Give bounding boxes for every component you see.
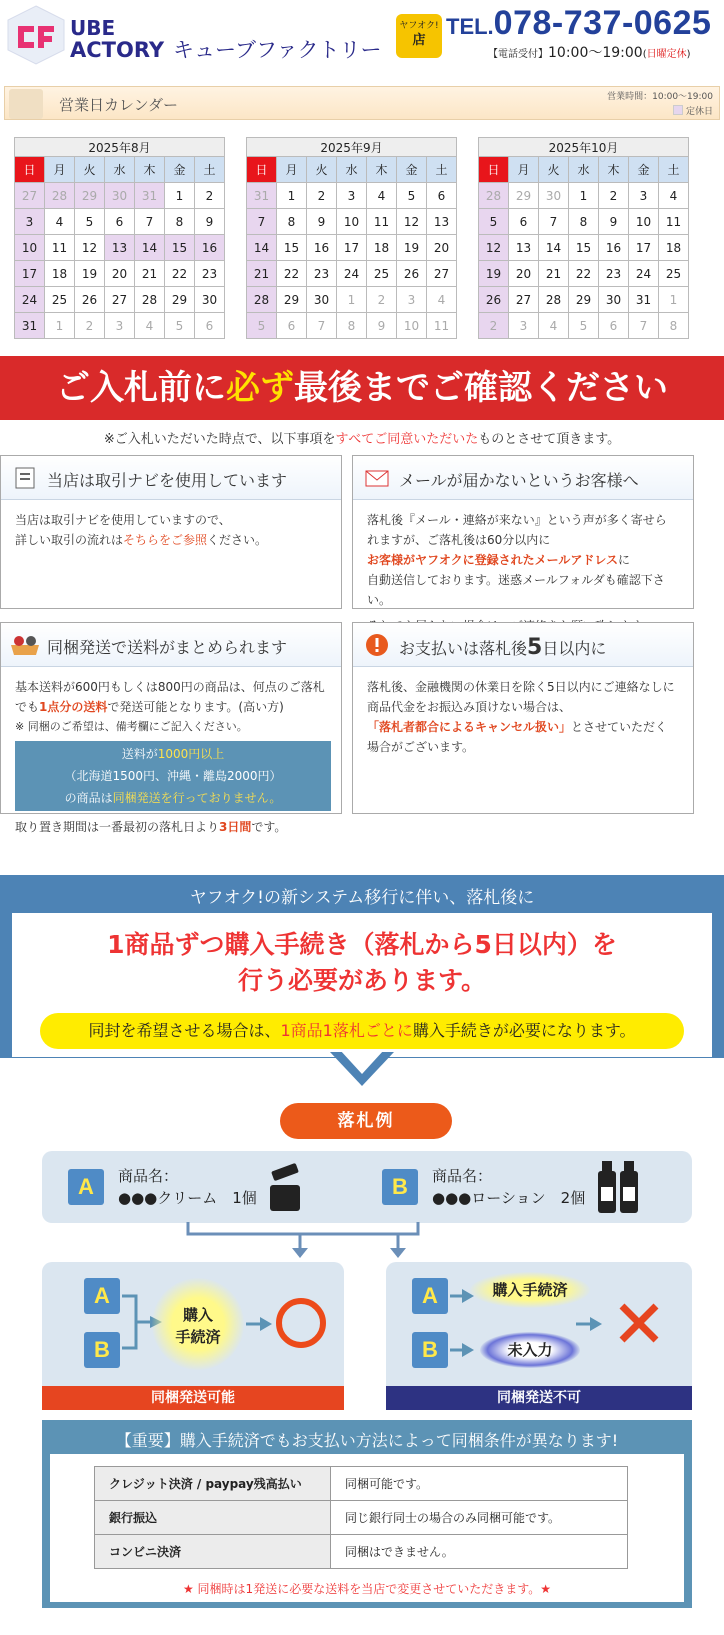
calendar-day: 13	[509, 235, 539, 261]
calendar-day: 25	[659, 261, 689, 287]
calendar-day: 8	[277, 209, 307, 235]
navi-box-title: 当店は取引ナビを使用しています	[47, 471, 288, 490]
notice-arrow-inner	[340, 1050, 384, 1074]
shipping-box-body	[15, 677, 331, 837]
calendar-day: 11	[45, 235, 75, 261]
calendar-day: 6	[277, 313, 307, 339]
calendar-day: 5	[247, 313, 277, 339]
pay-title-c: 日以内に	[542, 639, 607, 658]
weekday-header: 土	[427, 157, 457, 183]
closed-day: 日曜定休	[646, 49, 687, 60]
calendar-day: 10	[397, 313, 427, 339]
calendar-day: 9	[367, 313, 397, 339]
ship-line3: ※ 同梱のご希望は、備考欄にご記入ください。	[15, 720, 248, 733]
note-text-3: ものとさせて頂きます。	[478, 432, 621, 447]
ship-line2a: でも	[15, 700, 40, 714]
agreement-note	[0, 428, 724, 447]
calendar-day: 1	[165, 183, 195, 209]
ship-notice-1b: 1000円以上	[157, 747, 225, 761]
calendar-day: 26	[75, 287, 105, 313]
arrow-right-icon	[450, 1340, 474, 1360]
calendar-day: 26	[479, 287, 509, 313]
calendar-day: 7	[135, 209, 165, 235]
calendar-day: 4	[659, 183, 689, 209]
ship-line2c: で発送可能となります。(高い方)	[107, 700, 284, 714]
calendar-day: 12	[479, 235, 509, 261]
calendar-day: 18	[367, 235, 397, 261]
calendar-day: 31	[629, 287, 659, 313]
pay-line2: 商品代金をお振込み頂けない場合は、	[367, 700, 572, 714]
calendar-caption: 2025年9月	[247, 138, 457, 157]
calendar-day: 8	[659, 313, 689, 339]
cross-ng-icon	[616, 1300, 662, 1346]
combined-possible-panel	[42, 1262, 344, 1386]
logo-text-line2: ACTORY	[70, 38, 165, 62]
calendar-day: 21	[135, 261, 165, 287]
example-items-bar	[42, 1151, 692, 1223]
notice-pill	[40, 1013, 684, 1049]
calendar-day: 2	[75, 313, 105, 339]
calendar-day: 1	[337, 287, 367, 313]
calendar-day: 2	[367, 287, 397, 313]
calendar-day: 6	[509, 209, 539, 235]
calendar-day: 22	[277, 261, 307, 287]
pay-line3-emphasis: 「落札者都合によるキャンセル扱い」	[367, 720, 572, 734]
calendar-caption: 2025年8月	[15, 138, 225, 157]
phone-number[interactable]	[446, 4, 711, 43]
mail-line3b: に	[618, 553, 631, 567]
calendar-day: 23	[307, 261, 337, 287]
navi-info-box	[0, 455, 342, 609]
notice-main-line1: 1商品ずつ購入手続き（落札から5日以内）を	[107, 930, 617, 959]
navi-box-body	[15, 510, 331, 550]
calendar-day: 1	[45, 313, 75, 339]
ship-line1: 基本送料が600円もしくは800円の商品は、何点のご落札	[15, 680, 325, 694]
calendar-day: 29	[165, 287, 195, 313]
combined-impossible-panel	[386, 1262, 692, 1386]
calendar-day: 8	[165, 209, 195, 235]
ship-line4a: 取り置き期間は一番最初の落札日より	[15, 820, 220, 834]
navi-line1: 当店は取引ナビを使用していますので、	[15, 513, 231, 527]
ship-line4-emphasis: 3日間	[219, 820, 252, 834]
mail-line2: れますが、ご落札後は60分以内に	[367, 533, 551, 547]
calendar-day: 20	[509, 261, 539, 287]
calendar-day: 31	[247, 183, 277, 209]
calendar-day: 17	[629, 235, 659, 261]
tel-label: TEL.	[446, 14, 494, 39]
weekday-header: 水	[569, 157, 599, 183]
important-footnote: ★ 同梱時は1発送に必要な送料を当店で変更させていただきます。★	[182, 1582, 551, 1596]
calendar-day: 11	[659, 209, 689, 235]
yafuoku-store-badge[interactable]	[396, 14, 442, 58]
calendar-day: 24	[337, 261, 367, 287]
arrow-right-icon	[576, 1314, 602, 1334]
combined-possible-label: 同梱発送可能	[42, 1386, 344, 1410]
calendar-day: 21	[247, 261, 277, 287]
navi-line2a: 詳しい取引の流れは	[15, 533, 124, 547]
weekday-header: 火	[307, 157, 337, 183]
calendar-day: 27	[427, 261, 457, 287]
calendar-day: 29	[277, 287, 307, 313]
calendar-day: 2	[195, 183, 225, 209]
payment-method: コンビニ決済	[95, 1535, 331, 1569]
navi-line2c: ください。	[207, 533, 268, 547]
banner-text-emphasis: 必ず	[226, 368, 294, 408]
panel-right-a: A	[412, 1278, 448, 1314]
cream-jar-icon	[266, 1161, 304, 1213]
notice-inner	[12, 913, 712, 1057]
calendar-day: 18	[659, 235, 689, 261]
calendar-day: 4	[135, 313, 165, 339]
panel-right-b: B	[412, 1332, 448, 1368]
weekday-header: 土	[195, 157, 225, 183]
logo-text-line1: UBE	[70, 16, 116, 40]
arrow-right-icon	[246, 1314, 272, 1334]
mail-line4: 自動送信しております。迷惑メールフォルダも確認下さい。	[367, 573, 665, 607]
calendar-day: 7	[539, 209, 569, 235]
item-b-info	[432, 1165, 585, 1209]
calendar-day: 5	[75, 209, 105, 235]
payment-combine-result: 同梱はできません。	[331, 1535, 628, 1569]
calendar-day: 12	[397, 209, 427, 235]
calendar-day: 28	[247, 287, 277, 313]
calendar-day: 1	[659, 287, 689, 313]
hours-reception-label: 【電話受付】	[488, 49, 548, 60]
hours-paren-open: (	[642, 49, 647, 60]
calendar-day: 3	[397, 287, 427, 313]
notice-main-line2: 行う必要があります。	[237, 966, 486, 995]
calendar-day: 10	[337, 209, 367, 235]
left-status-line1: 購入	[182, 1306, 213, 1324]
calendar-day: 27	[15, 183, 45, 209]
weekday-header: 月	[277, 157, 307, 183]
calendar-day: 5	[569, 313, 599, 339]
calendar-day: 5	[165, 313, 195, 339]
calendar-day: 23	[599, 261, 629, 287]
no-combine-notice	[15, 741, 331, 811]
calendar-day: 17	[15, 261, 45, 287]
payment-box-body	[367, 677, 683, 757]
calendar-day: 5	[479, 209, 509, 235]
calendar-day: 22	[165, 261, 195, 287]
calendar-day: 13	[427, 209, 457, 235]
panel-left-a: A	[84, 1278, 120, 1314]
calendar-day: 3	[105, 313, 135, 339]
calendar-day: 14	[247, 235, 277, 261]
calendar-day: 31	[15, 313, 45, 339]
item-a-label: A	[68, 1169, 104, 1205]
panel-left-b: B	[84, 1332, 120, 1368]
hours-paren-close: )	[686, 49, 691, 60]
pay-title-days: 5	[527, 635, 543, 660]
calendar-day: 13	[105, 235, 135, 261]
right-status-b: 未入力	[480, 1332, 580, 1368]
weekday-header: 火	[75, 157, 105, 183]
calendar-day: 11	[427, 313, 457, 339]
item-b-label: B	[382, 1169, 418, 1205]
weekday-header: 月	[45, 157, 75, 183]
calendar-day: 8	[337, 313, 367, 339]
payment-method: クレジット決済 / paypay残高払い	[95, 1467, 331, 1501]
alert-icon	[365, 633, 389, 657]
weekday-header: 火	[539, 157, 569, 183]
calendar-day: 10	[15, 235, 45, 261]
payment-box-title	[399, 635, 606, 660]
holiday-swatch	[673, 105, 683, 115]
ship-line2-emphasis: 1点分の送料	[39, 700, 108, 714]
calendar-day: 17	[337, 235, 367, 261]
calendar-day: 6	[105, 209, 135, 235]
ship-notice-1a: 送料が	[121, 747, 158, 761]
calendar-day: 8	[569, 209, 599, 235]
calendar-caption: 2025年10月	[479, 138, 689, 157]
calendar-day: 31	[135, 183, 165, 209]
navi-reference-link[interactable]: そちらをご参照	[123, 533, 208, 547]
calendar-day: 20	[427, 235, 457, 261]
calendar-icon	[9, 89, 43, 119]
ship-notice-2b: 同梱発送を行っておりません。	[112, 791, 282, 805]
calendar-day: 27	[509, 287, 539, 313]
calendar-day: 4	[367, 183, 397, 209]
calendar-day: 4	[427, 287, 457, 313]
calendar-day: 6	[599, 313, 629, 339]
pay-line4: 場合がございます。	[367, 740, 475, 754]
pay-line1: 落札後、金融機関の休業日を除く5日以内にご連絡なしに	[367, 680, 675, 694]
calendar-day: 2	[479, 313, 509, 339]
calendar-day: 15	[165, 235, 195, 261]
calendar-day: 19	[397, 235, 427, 261]
calendar-day: 5	[397, 183, 427, 209]
note-text-emphasis: すべてご同意いただいた	[335, 432, 479, 447]
ship-notice-1c: （北海道1500円、沖縄・離島2000円）	[64, 769, 282, 783]
pay-line3b: とさせていただく	[571, 720, 668, 734]
combined-shipping-box	[0, 622, 342, 834]
mail-box-body	[367, 510, 683, 636]
calendar-day: 3	[15, 209, 45, 235]
calendar-day: 7	[307, 313, 337, 339]
ship-line4c: です。	[251, 820, 287, 834]
ship-notice-2a: の商品は	[64, 791, 113, 805]
weekday-header: 金	[165, 157, 195, 183]
calendar-day: 9	[195, 209, 225, 235]
item-b-name: ●●●ローション 2個	[432, 1189, 586, 1207]
calendar-day: 30	[307, 287, 337, 313]
important-inner	[50, 1454, 684, 1602]
package-icon	[9, 633, 41, 657]
weekday-header: 日	[15, 157, 45, 183]
calendar-day: 24	[15, 287, 45, 313]
envelope-icon	[365, 466, 389, 490]
calendar-day: 30	[195, 287, 225, 313]
pay-title-a: お支払いは落札後	[399, 639, 528, 658]
weekday-header: 水	[337, 157, 367, 183]
mail-box-title: メールが届かないというお客様へ	[399, 471, 639, 490]
calendar-day: 25	[367, 261, 397, 287]
notice-pill-c: 購入手続きが必要になります。	[412, 1021, 636, 1040]
calendar-day: 9	[599, 209, 629, 235]
calendar-day: 23	[195, 261, 225, 287]
mail-line3-emphasis: お客様がヤフオクに登録されたメールアドレス	[367, 553, 619, 567]
calendar-day: 26	[397, 261, 427, 287]
calendar-day: 1	[569, 183, 599, 209]
weekday-header: 木	[599, 157, 629, 183]
calendar-day: 30	[105, 183, 135, 209]
calendar-day: 3	[337, 183, 367, 209]
yafuoku-badge-bottom: 店	[412, 33, 426, 48]
calendar-day: 29	[75, 183, 105, 209]
calendar-day: 4	[45, 209, 75, 235]
calendar-september	[246, 137, 457, 339]
calendar-day: 2	[307, 183, 337, 209]
notice-heading: ヤフオク!の新システム移行に伴い、落札後に	[189, 888, 535, 908]
lotion-bottles-icon	[594, 1159, 642, 1215]
mail-info-box	[352, 455, 694, 609]
calendar-day: 7	[629, 313, 659, 339]
weekday-header: 金	[629, 157, 659, 183]
calendar-day: 10	[629, 209, 659, 235]
calendar-day: 29	[569, 287, 599, 313]
calendar-day: 15	[569, 235, 599, 261]
calendar-day: 22	[569, 261, 599, 287]
shipping-box-title: 同梱発送で送料がまとめられます	[47, 638, 288, 657]
notice-main-text	[12, 927, 712, 999]
cube-logo-icon	[4, 4, 68, 66]
calendar-day: 6	[195, 313, 225, 339]
calendar-day: 20	[105, 261, 135, 287]
important-heading: 【重要】購入手続済でもお支払い方法によって同梱条件が異なります!	[115, 1431, 619, 1450]
payment-method: 銀行振込	[95, 1501, 331, 1535]
calendar-day: 15	[277, 235, 307, 261]
calendar-day: 21	[539, 261, 569, 287]
mail-line1: 落札後『メール・連絡が来ない』という声が多く寄せら	[367, 513, 667, 527]
calendar-day: 28	[479, 183, 509, 209]
payment-methods-table	[94, 1466, 628, 1569]
notice-pill-b: 1商品1落札ごとに	[280, 1021, 413, 1040]
calendar-day: 9	[307, 209, 337, 235]
item-a-name: ●●●クリーム 1個	[118, 1189, 257, 1207]
payment-row	[95, 1535, 628, 1569]
weekday-header: 木	[135, 157, 165, 183]
weekday-header: 月	[509, 157, 539, 183]
calendar-day: 11	[367, 209, 397, 235]
calendar-banner	[4, 86, 720, 120]
circle-ok-icon	[274, 1296, 328, 1350]
note-text-1: ※ご入札いただいた時点で、以下事項を	[103, 432, 336, 447]
calendar-day: 25	[45, 287, 75, 313]
combined-impossible-label: 同梱発送不可	[386, 1386, 692, 1410]
notice-pill-a: 同封を希望させる場合は、	[88, 1021, 281, 1040]
calendar-day: 28	[135, 287, 165, 313]
yafuoku-badge-top: ヤフオク!	[399, 21, 439, 31]
calendar-day: 24	[629, 261, 659, 287]
business-hours	[488, 42, 691, 62]
item-a-info	[118, 1165, 257, 1209]
hours-time: 10:00～19:00	[548, 45, 643, 61]
calendar-day: 4	[539, 313, 569, 339]
calendar-day: 1	[277, 183, 307, 209]
calendar-day: 28	[539, 287, 569, 313]
calendar-august	[14, 137, 225, 339]
calendar-day: 6	[427, 183, 457, 209]
weekday-header: 金	[397, 157, 427, 183]
document-icon	[13, 466, 37, 490]
calendar-day: 19	[479, 261, 509, 287]
weekday-header: 日	[479, 157, 509, 183]
calendar-day: 14	[135, 235, 165, 261]
weekday-header: 土	[659, 157, 689, 183]
banner-text-1: ご入札前に	[56, 368, 226, 408]
holiday-legend-label: 定休日	[685, 107, 713, 117]
item-b-label-text: 商品名：	[432, 1167, 493, 1185]
item-a-label-text: 商品名：	[118, 1167, 179, 1185]
payment-deadline-box	[352, 622, 694, 814]
calendar-day: 27	[105, 287, 135, 313]
brand-name-kana: キューブファクトリー	[173, 38, 382, 62]
calendar-day: 7	[247, 209, 277, 235]
payment-combine-result: 同じ銀行同士の場合のみ同梱可能です。	[331, 1501, 628, 1535]
left-status-glow	[152, 1278, 244, 1370]
calendar-day: 12	[75, 235, 105, 261]
calendar-title: 営業日カレンダー	[59, 96, 179, 114]
purchase-procedure-notice	[0, 875, 724, 1058]
calendar-day: 14	[539, 235, 569, 261]
payment-row	[95, 1501, 628, 1535]
calendar-day: 30	[599, 287, 629, 313]
branch-arrows	[0, 1222, 724, 1262]
calendar-day: 29	[509, 183, 539, 209]
confirm-banner	[0, 356, 724, 420]
banner-text-3: 最後までご確認ください	[294, 368, 668, 408]
weekday-header: 水	[105, 157, 135, 183]
calendar-day: 18	[45, 261, 75, 287]
calendar-day: 19	[75, 261, 105, 287]
calendar-october	[478, 137, 689, 339]
weekday-header: 日	[247, 157, 277, 183]
calendar-day: 28	[45, 183, 75, 209]
payment-conditions-box	[42, 1420, 692, 1608]
calendar-day: 30	[539, 183, 569, 209]
payment-row	[95, 1467, 628, 1501]
example-title: 落札例	[280, 1103, 452, 1139]
left-status-line2: 手続済	[175, 1328, 221, 1346]
calendar-day: 16	[599, 235, 629, 261]
calendar-day: 16	[307, 235, 337, 261]
calendar-day: 3	[629, 183, 659, 209]
payment-combine-result: 同梱可能です。	[331, 1467, 628, 1501]
calendar-hours: 営業時間：10:00～19:00	[607, 92, 713, 102]
calendar-day: 2	[599, 183, 629, 209]
weekday-header: 木	[367, 157, 397, 183]
calendar-day: 16	[195, 235, 225, 261]
calendar-legend	[673, 104, 713, 117]
tel-number: 078-737-0625	[493, 4, 712, 42]
right-status-a: 購入手続済	[470, 1272, 590, 1308]
store-logo[interactable]	[4, 4, 166, 66]
calendar-day: 3	[509, 313, 539, 339]
